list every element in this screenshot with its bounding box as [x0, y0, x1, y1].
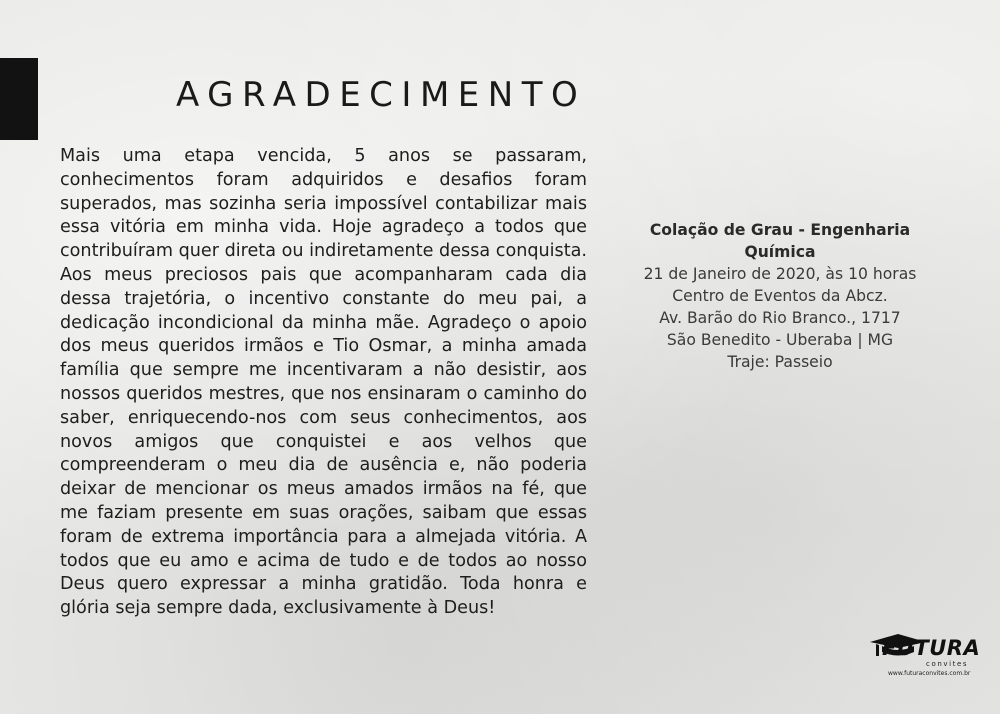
thank-you-message: Mais uma etapa vencida, 5 anos se passaram, conhecimentos foram adquiridos e desafios foram superados, mas sozinha seria impossível contabilizar mais essa vitória em minha vida. Hoje agradeço a todos que contribuíram quer direta ou indiretamente dessa conquista. Aos meus preciosos pais que acompanharam cada dia dessa trajetória, o incentivo constante do meu pai, a dedicação incondicional da minha mãe. Agradeço o apoio dos meus queridos irmãos e Tio Osmar, a minha amada família que sempre me incentivaram a não desistir, aos nossos queridos mestres, que nos ensinaram o caminho do saber, enriquecendo-nos com seus conhecimentos, aos novos amigos que conquistei e aos velhos que compreenderam o meu dia de ausência e, não poderia deixar de mencionar os meus amados irmãos na fé, que me faziam presente em suas orações, saibam que essas foram de extrema importância para a almejada vitória. A todos que eu amo e acima de tudo e de todos ao nosso Deus quero expressar a minha gratidão. Toda honra e glória seja sempre dada, exclusivamente à Deus! — [60, 146, 587, 619]
event-city: São Benedito - Uberaba | MG — [666, 331, 894, 349]
event-dress-code: Traje: Passeio — [727, 353, 833, 371]
event-address: Av. Barão do Rio Branco., 1717 — [659, 309, 901, 327]
futura-logo — [868, 630, 981, 680]
page-title: AGRADECIMENTO — [176, 75, 587, 115]
event-date: 21 de Janeiro de 2020, às 10 horas — [643, 265, 917, 283]
event-details — [620, 219, 940, 373]
event-title-line1: Colação de Grau - Engenharia — [649, 221, 911, 239]
logo-name: FUTURA — [882, 636, 981, 660]
event-title-line2: Química — [744, 243, 816, 261]
logo-subtitle: convites — [926, 660, 969, 668]
event-venue: Centro de Eventos da Abcz. — [672, 287, 888, 305]
logo-url: www.futuraconvites.com.br — [888, 670, 971, 677]
decorative-side-bar — [0, 58, 38, 140]
